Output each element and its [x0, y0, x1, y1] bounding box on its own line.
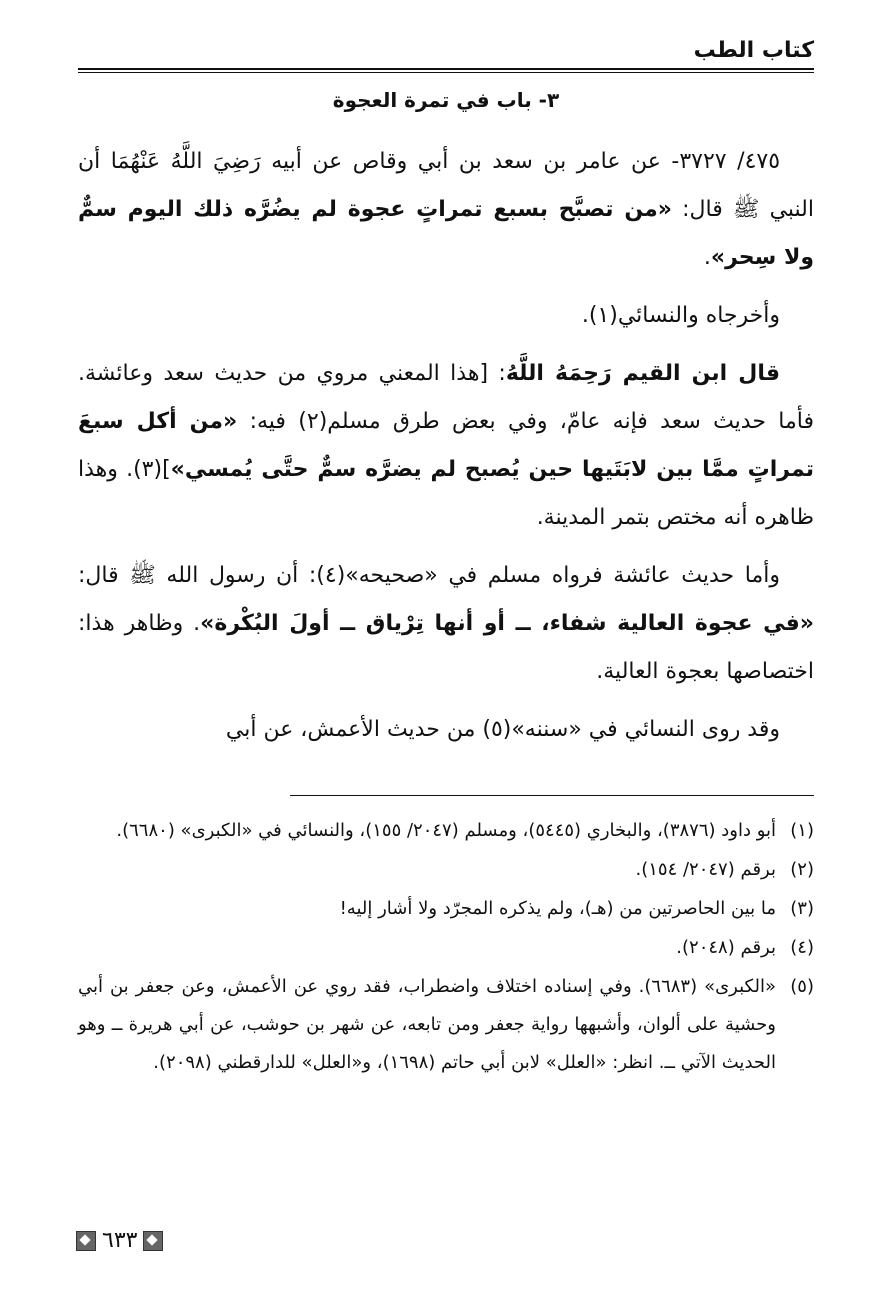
hadith-intro: ٤٧٥/ ٣٧٢٧- عن عامر بن سعد بن أبي وقاص عن أبيه رَضِيَ اللَّهُ عَنْهُمَا أن النبي ﷺ قال:: [78, 149, 814, 222]
footnote-number: (٢): [790, 859, 814, 880]
footnote-number: (٥): [790, 976, 814, 997]
page-number-text: ٦٣٣: [102, 1228, 138, 1253]
footnote: [78, 812, 814, 850]
paragraph-nasai: وقد روى النسائي في «سننه»(٥) من حديث الأعمش، عن أبي: [225, 717, 780, 742]
aisha-intro: وأما حديث عائشة فرواه مسلم في «صحيحه»(٤): أن رسول الله ﷺ قال:: [78, 563, 780, 588]
ornament-icon: [143, 1231, 163, 1251]
hadith-quote: «من تصبَّح بسبع تمراتٍ عجوة لم يضُرَّه ذلك اليوم سمٌّ ولا سِحر»: [78, 197, 814, 270]
footnote-text: ما بين الحاصرتين من (هـ)، ولم يذكره المجرّد ولا أشار إليه!: [339, 898, 776, 919]
footnote: [78, 851, 814, 889]
footnote-text: «الكبرى» (٦٦٨٣). وفي إسناده اختلاف واضطراب، فقد روي عن الأعمش، وعن جعفر بن أبي وحشية على ألوان، وأشبهها رواية جعفر ومن تابعه، عن شهر بن حوشب، عن أبي هريرة ــ وهو الحديث الآتي ــ. انظر: «العلل» لابن أبي حاتم (١٦٩٨)، و«العلل» للدارقطني (٢٠٩٨).: [78, 976, 776, 1073]
footnote: [78, 929, 814, 967]
footnote-number: (٤): [790, 937, 814, 958]
aisha-quote: «في عجوة العالية شفاء، ــ أو أنها تِرْياق ــ أولَ البُكْرة»: [200, 611, 814, 636]
footnote: [78, 890, 814, 928]
footnotes: [78, 812, 814, 1083]
ibn-qayyim-quote: «من أكل سبعَ تمراتٍ ممَّا بين لابَتَيها حين يُصبح لم يضرَّه سمٌّ حتَّى يُمسي»: [78, 409, 814, 482]
footnote-separator: [290, 795, 814, 796]
hadith-end: .: [703, 245, 711, 270]
chapter-heading: ٣- باب في تمرة العجوة: [332, 88, 560, 112]
footnote: [78, 968, 814, 1082]
paragraph-aisha: [78, 552, 814, 696]
footnote-text: أبو داود (٣٨٧٦)، والبخاري (٥٤٤٥)، ومسلم (٢٠٤٧/ ١٥٥)، والنسائي في «الكبرى» (٦٦٨٠).: [116, 820, 776, 841]
paragraph-hadith: [78, 138, 814, 282]
paragraph-takhrij: وأخرجاه والنسائي(١).: [581, 303, 780, 328]
footnote-number: (٣): [790, 898, 814, 919]
aisha-end: . وظاهر هذا: اختصاصها بعجوة العالية.: [78, 611, 814, 684]
ibn-qayyim-end: ](٣). وهذا ظاهره أنه مختص بتمر المدينة.: [78, 457, 814, 530]
ornament-icon: [76, 1231, 96, 1251]
paragraph-ibn-qayyim: [78, 350, 814, 542]
header-rule-thin: [78, 72, 814, 73]
page-number: [76, 1228, 163, 1253]
ibn-qayyim-text: : [هذا المعني مروي من حديث سعد وعائشة. فأما حديث سعد فإنه عامّ، وفي بعض طرق مسلم(٢) فيه:: [78, 361, 814, 434]
running-header-title: كتاب الطب: [693, 38, 814, 63]
footnote-text: برقم (٢٠٤٧/ ١٥٤).: [635, 859, 776, 880]
header-rule: [78, 68, 814, 70]
ibn-qayyim-label: قال ابن القيم رَحِمَهُ اللَّهُ: [505, 361, 780, 386]
footnote-number: (١): [790, 820, 814, 841]
footnote-text: برقم (٢٠٤٨).: [676, 937, 776, 958]
main-text: [78, 138, 814, 764]
